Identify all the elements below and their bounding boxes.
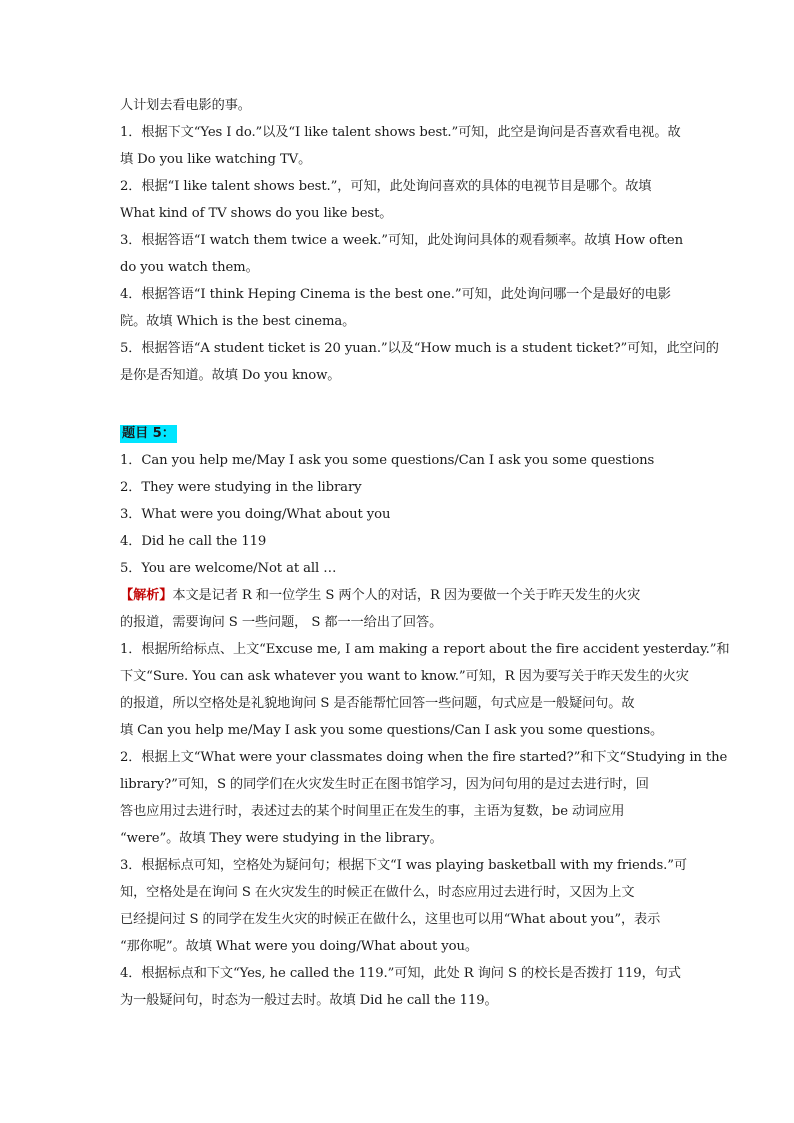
analysis-line: 4．根据标点和下文“Yes, he called the 119.”可知，此处 R 询问 S 的校长是否拨打 119，句式 xyxy=(120,966,681,981)
analysis-line: 下文“Sure. You can ask whatever you want to know.”可知，R 因为要写关于昨天发生的火灾 xyxy=(120,669,689,684)
text-line: 是你是否知道。故填 Do you know。 xyxy=(120,368,341,383)
analysis-line: 1．根据所给标点、上文“Excuse me, I am making a report about the fire accident yesterday.”和 xyxy=(120,642,730,657)
section-spacer xyxy=(120,389,680,420)
text-line: do you watch them。 xyxy=(120,260,259,275)
answer-line: 1．Can you help me/May I ask you some questions/Can I ask you some questions xyxy=(120,453,655,468)
analysis-line: 3．根据标点可知，空格处为疑问句；根据下文“I was playing basketball with my friends.”可 xyxy=(120,858,687,873)
text-line: 5．根据答语“A student ticket is 20 yuan.”以及“How much is a student ticket?”可知，此空问的 xyxy=(120,341,719,356)
previous-explanation xyxy=(120,92,719,389)
question-heading-line xyxy=(120,420,680,447)
analysis-line: 答也应用过去进行时，表述过去的某个时间里正在发生的事，主语为复数，be 动词应用 xyxy=(120,804,625,819)
text-line: 3．根据答语“I watch them twice a week.”可知，此处询问具体的观看频率。故填 How often xyxy=(120,233,683,248)
answer-line: 3．What were you doing/What about you xyxy=(120,507,391,522)
document-page xyxy=(120,92,730,1014)
answer-line: 5．You are welcome/Not at all … xyxy=(120,561,337,576)
answer-line: 4．Did he call the 119 xyxy=(120,534,267,549)
analysis-text: 本文是记者 R 和一位学生 S 两个人的对话，R 因为要做一个关于昨天发生的火灾 xyxy=(172,588,641,603)
question-heading: 题目 5： xyxy=(122,426,175,441)
text-line: 人计划去看电影的事。 xyxy=(120,98,251,113)
analysis-line: 知，空格处是在询问 S 在火灾发生的时候正在做什么，时态应用过去进行时，又因为上文 xyxy=(120,885,635,900)
text-line: 2．根据“I like talent shows best.”，可知，此处询问喜欢的具体的电视节目是哪个。故填 xyxy=(120,179,652,194)
analysis-line: “were”。故填 They were studying in the library。 xyxy=(120,831,443,846)
analysis-line: 填 Can you help me/May I ask you some questions/Can I ask you some questions。 xyxy=(120,723,664,738)
text-line: 填 Do you like watching TV。 xyxy=(120,152,312,167)
analysis-first-line xyxy=(120,582,680,609)
text-line: 院。故填 Which is the best cinema。 xyxy=(120,314,356,329)
text-line: 4．根据答语“I think Heping Cinema is the best one.”可知，此处询问哪一个是最好的电影 xyxy=(120,287,671,302)
text-line: 1．根据下文“Yes I do.”以及“I like talent shows best.”可知，此空是询问是否喜欢看电视。故 xyxy=(120,125,681,140)
answer-line: 2．They were studying in the library xyxy=(120,480,362,495)
analysis-line: library?”可知，S 的同学们在火灾发生时正在图书馆学习，因为问句用的是过去进行时，回 xyxy=(120,777,649,792)
analysis-line: 的报道，所以空格处是礼貌地询问 S 是否能帮忙回答一些问题，句式应是一般疑问句。故 xyxy=(120,696,635,711)
analysis-line: 2．根据上文“What were your classmates doing when the fire started?”和下文“Studying in the xyxy=(120,750,728,765)
question-5-section xyxy=(120,420,730,1014)
analysis-line: 已经提问过 S 的同学在发生火灾的时候正在做什么，这里也可以用“What about you”，表示 xyxy=(120,912,661,927)
analysis-line: 为一般疑问句，时态为一般过去时。故填 Did he call the 119。 xyxy=(120,993,498,1008)
analysis-tag: 【解析】 xyxy=(120,588,173,603)
text-line: What kind of TV shows do you like best。 xyxy=(120,206,393,221)
analysis-line: 的报道，需要询问 S 一些问题， S 都一一给出了回答。 xyxy=(120,615,443,630)
analysis-line: “那你呢”。故填 What were you doing/What about you。 xyxy=(120,939,478,954)
